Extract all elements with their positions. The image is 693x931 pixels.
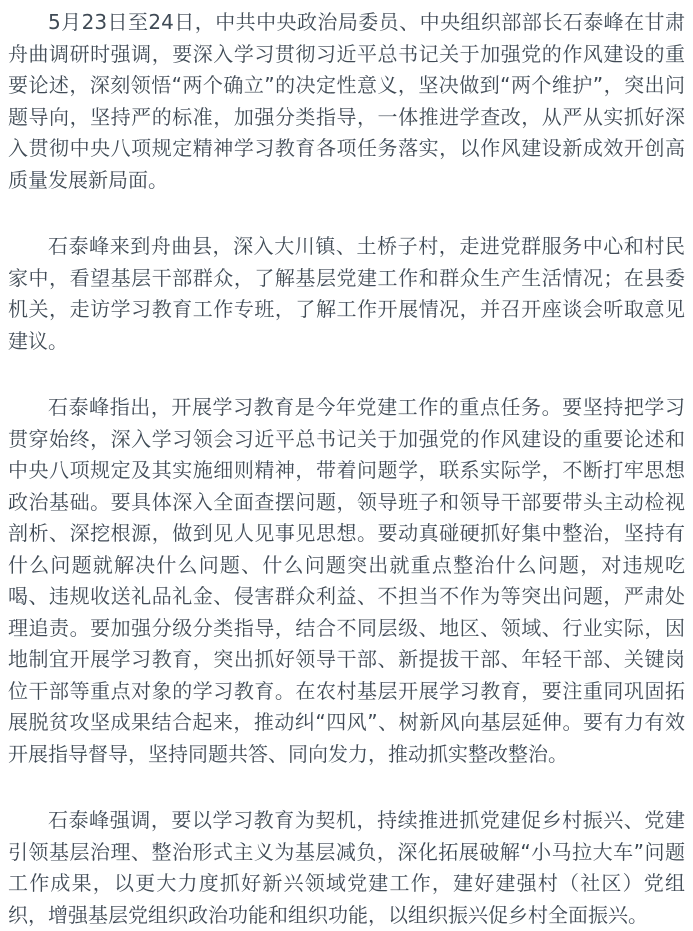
paragraph-conclusion: 石泰峰强调，要以学习教育为契机，持续推进抓党建促乡村振兴、党建引领基层治理、整治形式主义为基层减负，深化拓展破解“小马拉大车”问题工作成果，以更大力度抓好新兴领域党建工作，建好建强村（社区）党组织，增强基层党组织政治功能和组织功能，以组织振兴促乡村全面振兴。 [8, 808, 685, 927]
paragraph-visit: 石泰峰来到舟曲县，深入大川镇、土桥子村，走进党群服务中心和村民家中，看望基层干部群众，了解基层党建工作和群众生产生活情况；在县委机关，走访学习教育工作专班，了解工作开展情况，并召开座谈会听取意见建议。 [8, 234, 685, 353]
paragraph-lead: 5月23日至24日，中共中央政治局委员、中央组织部部长石泰峰在甘肃舟曲调研时强调，要深入学习贯彻习近平总书记关于加强党的作风建设的重要论述，深刻领悟“两个确立”的决定性意义，坚决做到“两个维护”，突出问题导向，坚持严的标准，加强分类指导，一体推进学查改，从严从实抓好深入贯彻中央八项规定精神学习教育各项任务落实，以作风建设新成效开创高质量发展新局面。 [8, 10, 685, 192]
paragraph-remarks: 石泰峰指出，开展学习教育是今年党建工作的重点任务。要坚持把学习贯穿始终，深入学习领会习近平总书记关于加强党的作风建设的重要论述和中央八项规定及其实施细则精神，带着问题学，联系实际学，不断打牢思想政治基础。要具体深入全面查摆问题，领导班子和领导干部要带头主动检视剖析、深挖根源，做到见人见事见思想。要动真碰硬抓好集中整治，坚持有什么问题就解决什么问题、什么问题突出就重点整治什么问题，对违规吃喝、违规收送礼品礼金、侵害群众利益、不担当不作为等突出问题，严肃处理追责。要加强分级分类指导，结合不同层级、地区、领域、行业实际，因地制宜开展学习教育，突出抓好领导干部、新提拔干部、年轻干部、关键岗位干部等重点对象的学习教育。在农村基层开展学习教育，要注重同巩固拓展脱贫攻坚成果结合起来，推动纠“四风”、树新风向基层延伸。要有力有效开展指导督导，坚持同题共答、同向发力，推动抓实整改整治。 [8, 395, 685, 766]
